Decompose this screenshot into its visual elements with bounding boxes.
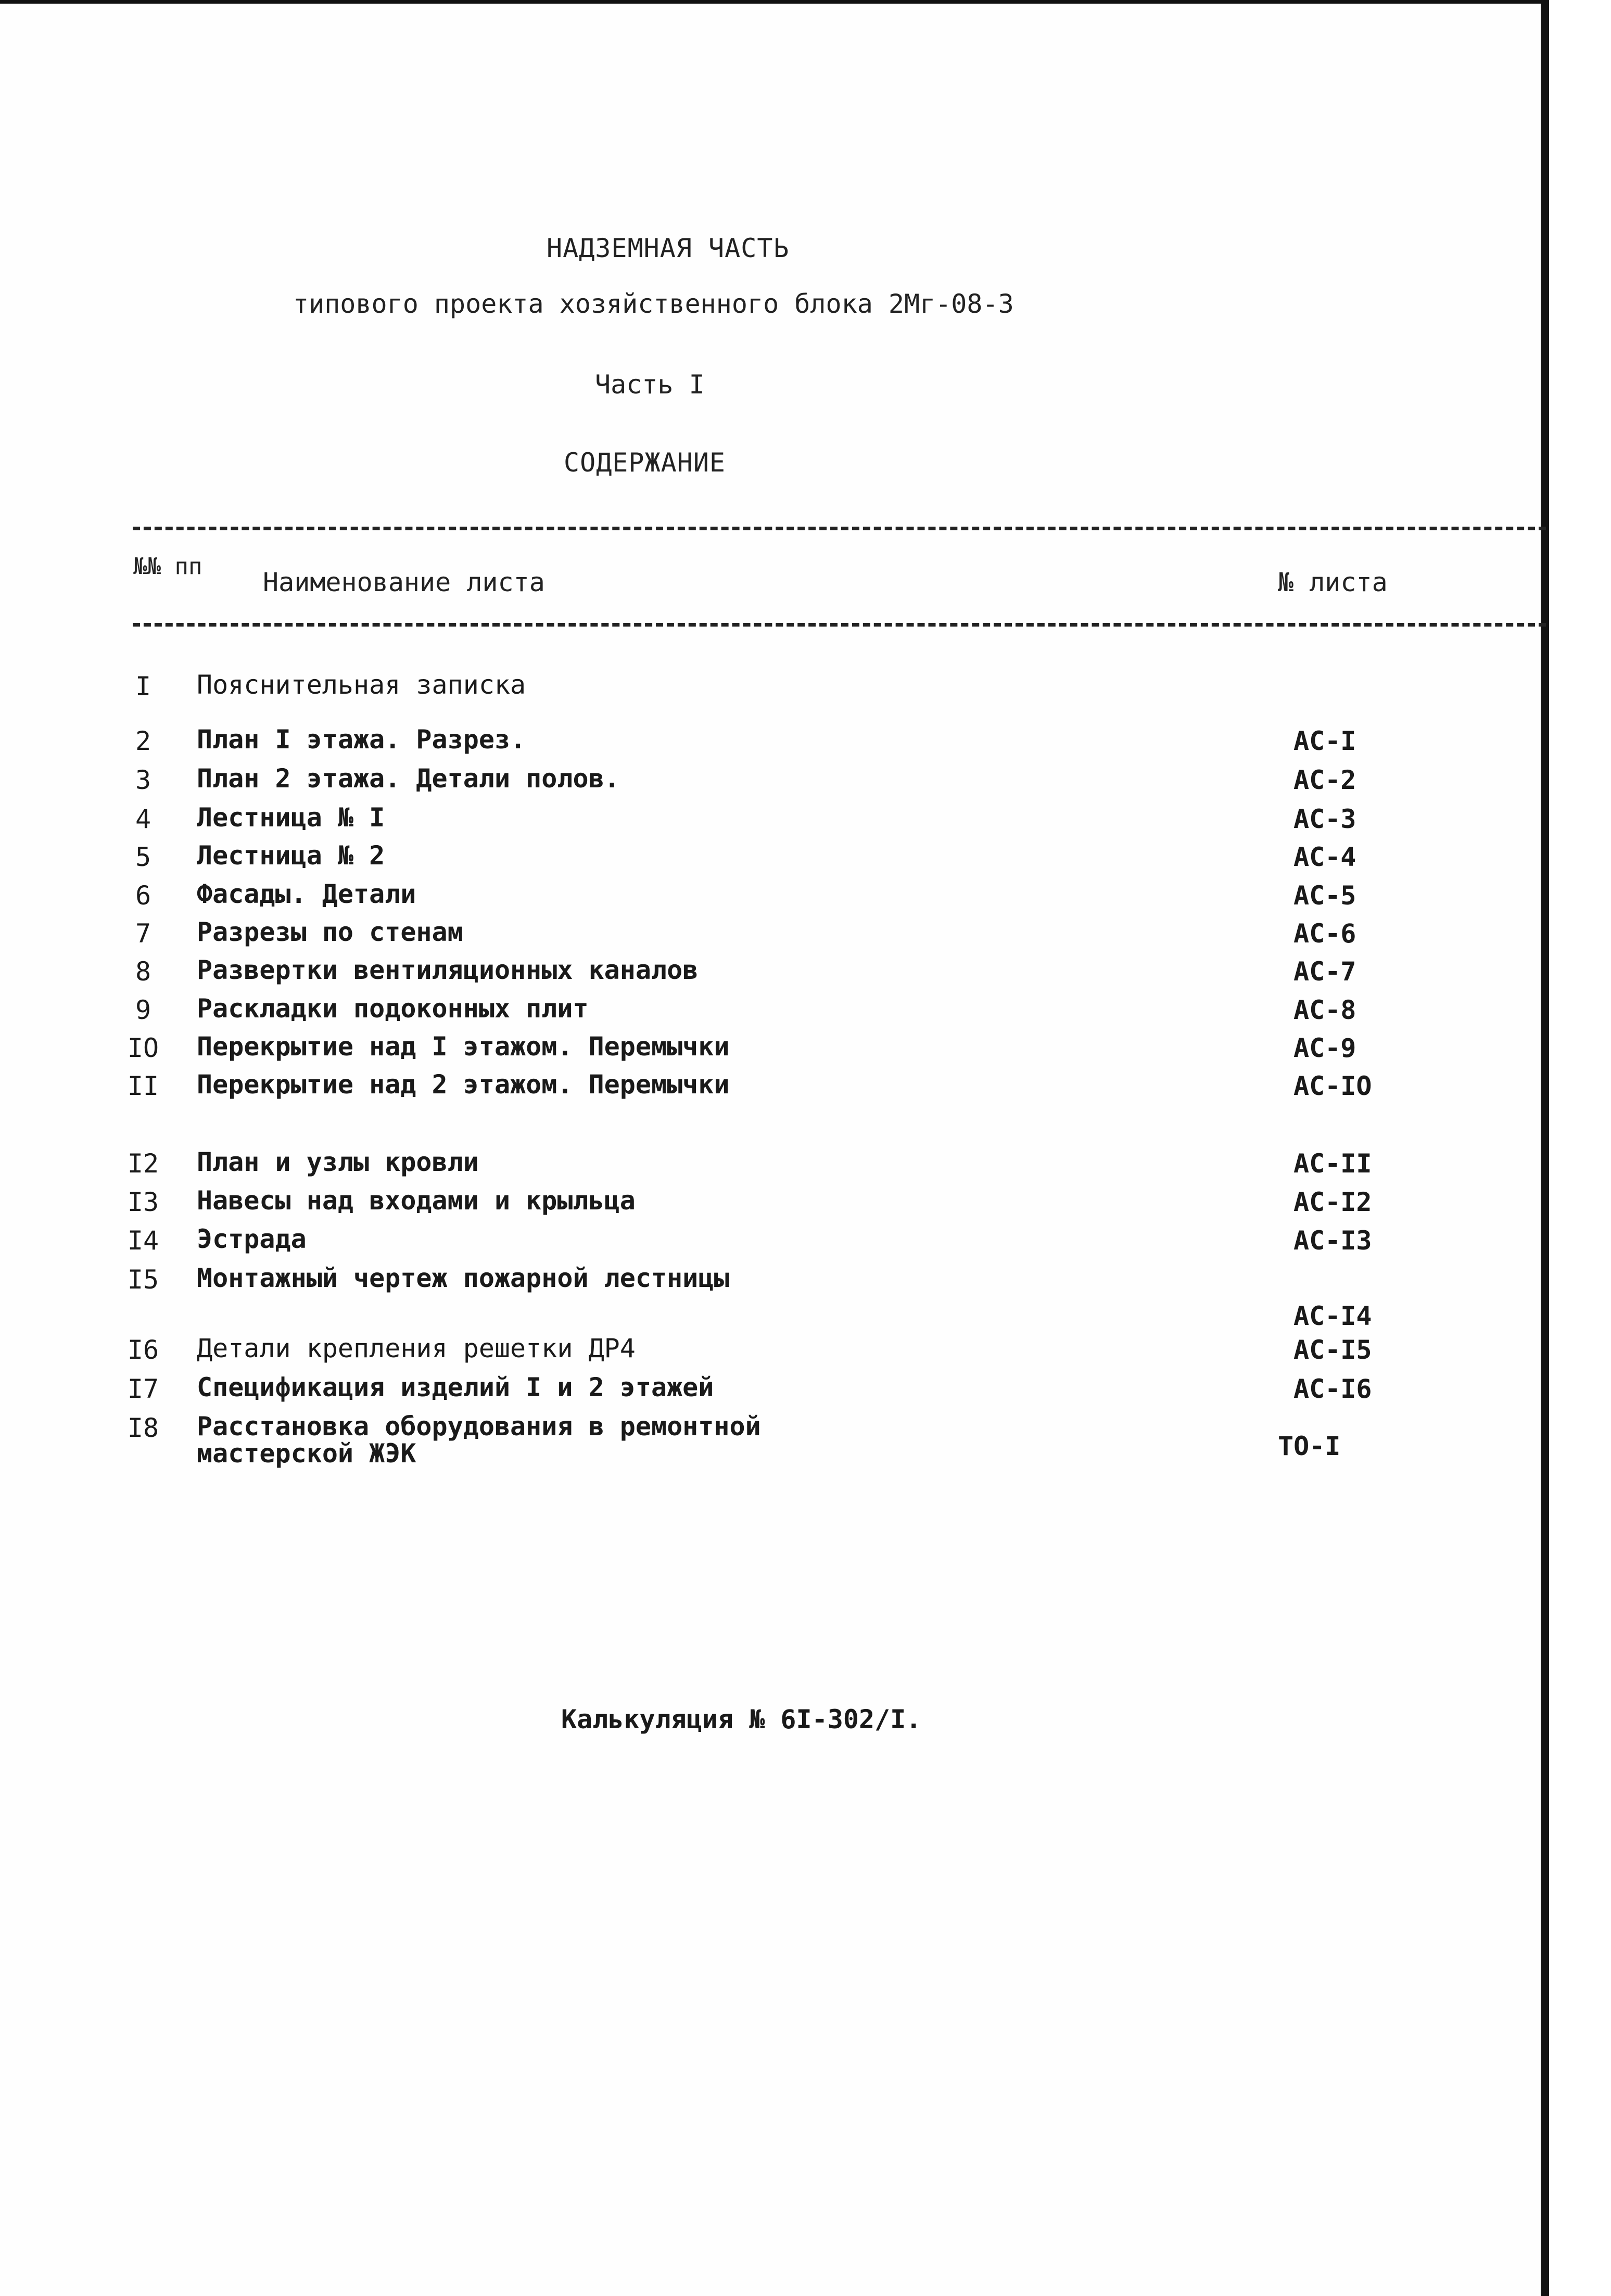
item-sheet-code: АС-I5 [1293, 1335, 1372, 1365]
list-item [0, 671, 1541, 713]
item-sheet-code: АС-2 [1293, 765, 1356, 795]
list-item [0, 1187, 1541, 1229]
item-name: Фасады. Детали [197, 879, 416, 909]
item-number: 9 [135, 995, 151, 1025]
item-sheet-code: АС-IO [1293, 1071, 1372, 1101]
item-name: Разрезы по стенам [197, 917, 463, 947]
column-header-name: Наименование листа [263, 567, 545, 597]
item-name: План 2 этажа. Детали полов. [197, 763, 620, 794]
scan-right-margin [1549, 0, 1611, 2296]
column-header-sheet: № листа [1278, 567, 1388, 597]
list-item [0, 1071, 1541, 1113]
item-sheet-code: АС-3 [1293, 804, 1356, 834]
table-top-divider [133, 527, 1546, 530]
item-name: Перекрытие над I этажом. Перемычки [197, 1031, 730, 1062]
item-sheet-code: АС-I4 [1293, 1301, 1372, 1331]
item-sheet-code: АС-7 [1293, 956, 1356, 987]
item-number: I5 [127, 1265, 159, 1295]
item-number: 8 [135, 956, 151, 987]
item-name: Перекрытие над 2 этажом. Перемычки [197, 1069, 730, 1100]
list-item [0, 1263, 1541, 1331]
item-sheet-code: АС-I2 [1293, 1187, 1372, 1217]
item-sheet-code: АС-I3 [1293, 1226, 1372, 1256]
item-name: Лестница № 2 [197, 840, 385, 871]
part-label: Часть I [595, 369, 705, 400]
item-name: Монтажный чертеж пожарной лестницы [197, 1263, 730, 1293]
item-sheet-code: АС-II [1293, 1149, 1372, 1179]
item-sheet-code: АС-4 [1293, 842, 1356, 872]
scan-right-edge [1541, 0, 1549, 2296]
item-number: 3 [135, 765, 151, 795]
item-sheet-code: ТО-I [1278, 1431, 1341, 1461]
item-number: I6 [127, 1335, 159, 1365]
item-number: I3 [127, 1187, 159, 1217]
item-name: Эстрада [197, 1224, 307, 1254]
list-item [0, 1033, 1541, 1075]
item-name: Спецификация изделий I и 2 этажей [197, 1372, 714, 1402]
item-number: 4 [135, 804, 151, 834]
list-item [0, 842, 1541, 884]
item-number: I2 [127, 1149, 159, 1179]
item-number: 2 [135, 726, 151, 756]
item-sheet-code: АС-9 [1293, 1033, 1356, 1063]
list-item [0, 995, 1541, 1037]
item-number: 5 [135, 842, 151, 872]
list-item [0, 1226, 1541, 1267]
item-number: IO [127, 1033, 159, 1063]
table-header-divider [133, 623, 1546, 627]
list-item [0, 881, 1541, 922]
item-name: Пояснительная записка [197, 670, 526, 700]
item-number: II [127, 1071, 159, 1101]
item-name: Расстановка оборудования в ремонтной мастерской ЖЭК [197, 1411, 761, 1469]
item-number: 6 [135, 881, 151, 911]
item-number: I7 [127, 1374, 159, 1404]
list-item [0, 919, 1541, 960]
item-number: I4 [127, 1226, 159, 1256]
item-number: I8 [127, 1413, 159, 1443]
calculation-note: Калькуляция № 6I-302/I. [561, 1704, 922, 1734]
item-name: План I этажа. Разрез. [197, 724, 526, 755]
item-number: 7 [135, 919, 151, 949]
list-item [0, 765, 1541, 807]
document-subtitle: типового проекта хозяйственного блока 2Мг-08-3 [293, 289, 1014, 319]
column-header-number: №№ пп [133, 553, 202, 580]
contents-heading: СОДЕРЖАНИЕ [564, 448, 726, 478]
list-item [0, 1335, 1541, 1376]
list-item [0, 1411, 1541, 1469]
item-name: Детали крепления решетки ДР4 [197, 1333, 636, 1363]
list-item [0, 726, 1541, 768]
item-name: Лестница № I [197, 802, 385, 833]
item-number: I [135, 671, 151, 701]
item-name: Навесы над входами и крыльца [197, 1185, 636, 1216]
item-name: План и узлы кровли [197, 1147, 479, 1177]
list-item [0, 956, 1541, 998]
item-sheet-code: АС-8 [1293, 995, 1356, 1025]
item-name: Раскладки подоконных плит [197, 993, 589, 1024]
document-title: НАДЗЕМНАЯ ЧАСТЬ [547, 233, 790, 263]
item-sheet-code: АС-5 [1293, 881, 1356, 911]
list-item [0, 804, 1541, 846]
item-sheet-code: АС-I [1293, 726, 1356, 756]
scan-top-edge [0, 0, 1541, 4]
list-item [0, 1149, 1541, 1190]
list-item [0, 1374, 1541, 1415]
item-name: Развертки вентиляционных каналов [197, 955, 699, 985]
item-sheet-code: АС-I6 [1293, 1374, 1372, 1404]
item-sheet-code: АС-6 [1293, 919, 1356, 949]
